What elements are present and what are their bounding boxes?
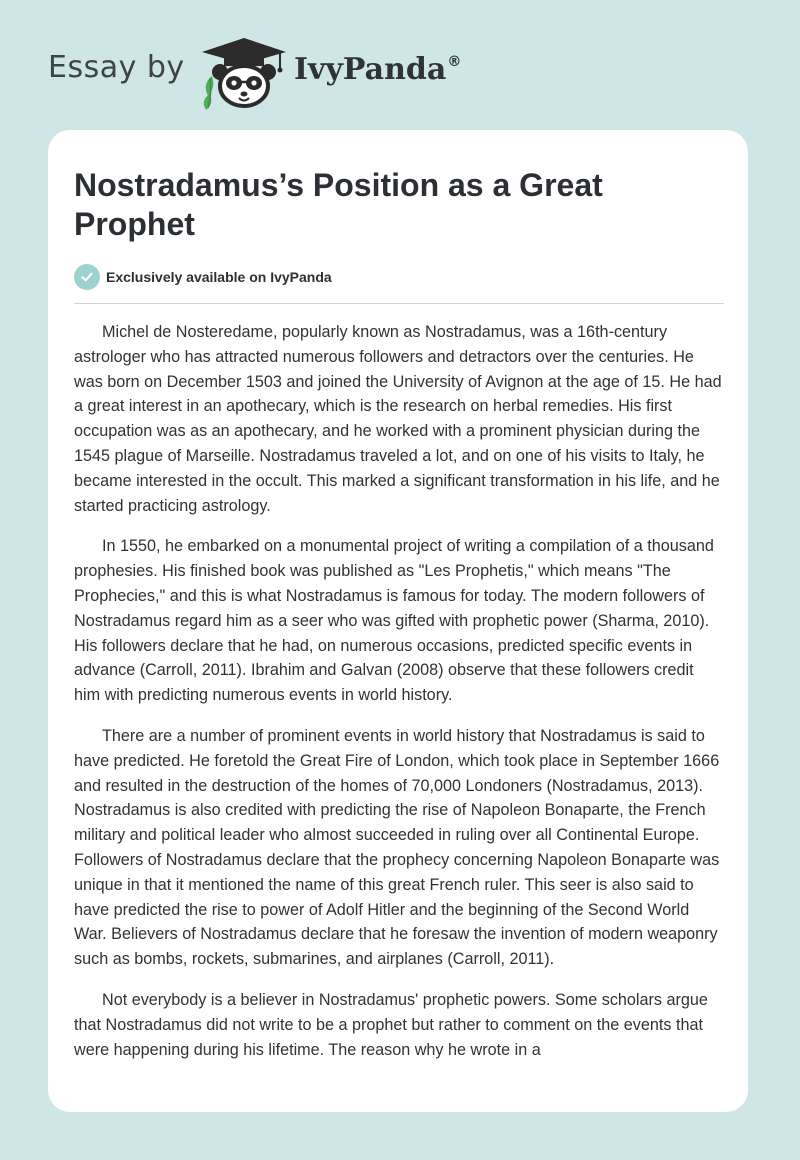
site-header [0,0,800,128]
essay-body [74,320,724,1078]
registered-mark: ® [447,54,462,70]
brand-name: IvyPanda [294,52,447,87]
panda-graduate-icon[interactable] [196,32,292,112]
check-icon [74,264,100,290]
essay-title: Nostradamus’s Position as a Great Prophet [74,167,603,242]
essay-paragraph: Not everybody is a believer in Nostradamus' prophetic powers. Some scholars argue that Nostradamus did not write to be a prophet but rather to comment on the events that were happening during his lifetime. The reason why he wrote in a [74,990,708,1059]
essay-paragraph: Michel de Nosteredame, popularly known as Nostradamus, was a 16th-century astrologer who has attracted numerous followers and detractors over the centuries. He was born on December 1503 and joined the University of Avignon at the age of 15. He had a great interest in an apothecary, which is the research on herbal remedies. His first occupation was as an apothecary, and he worked with a prominent physician during the 1545 plague of Marseille. Nostradamus traveled a lot, and on one of his visits to Italy, he became interested in the occult. This marked a significant transformation in his life, and he started practicing astrology. [74,323,722,515]
exclusive-badge [74,264,332,290]
essay-card [48,130,748,1112]
exclusive-label: Exclusively available on IvyPanda [106,269,332,285]
essay-by-label: Essay by [48,50,185,85]
essay-paragraph: In 1550, he embarked on a monumental project of writing a compilation of a thousand prophesies. His finished book was published as "Les Prophetis," which means "The Prophecies," and this is what Nostradamus is famous for today. The modern followers of Nostradamus regard him as a seer who was gifted with prophetic power (Sharma, 2010). His followers declare that he had, on numerous occasions, predicted specific events in advance (Carroll, 2011). Ibrahim and Galvan (2008) observe that these followers credit him with predicting numerous events in world history. [74,537,714,705]
essay-paragraph: There are a number of prominent events in world history that Nostradamus is said to have predicted. He foretold the Great Fire of London, which took place in September 1666 and resulted in the destruction of the homes of 70,000 Londoners (Nostradamus, 2013). Nostradamus is also credited with predicting the rise of Napoleon Bonaparte, the French military and political leader who almost succeeded in ruling over all Continental Europe. Followers of Nostradamus declare that the prophecy concerning Napoleon Bonaparte was unique in that it mentioned the name of this great French ruler. This seer is also said to have predicted the rise to power of Adolf Hitler and the beginning of the Second World War. Believers of Nostradamus declare that he foresaw the invention of modern weaponry such as bombs, rockets, submarines, and airplanes (Carroll, 2011). [74,726,720,969]
divider [74,303,724,304]
brand-logo[interactable] [294,52,461,87]
